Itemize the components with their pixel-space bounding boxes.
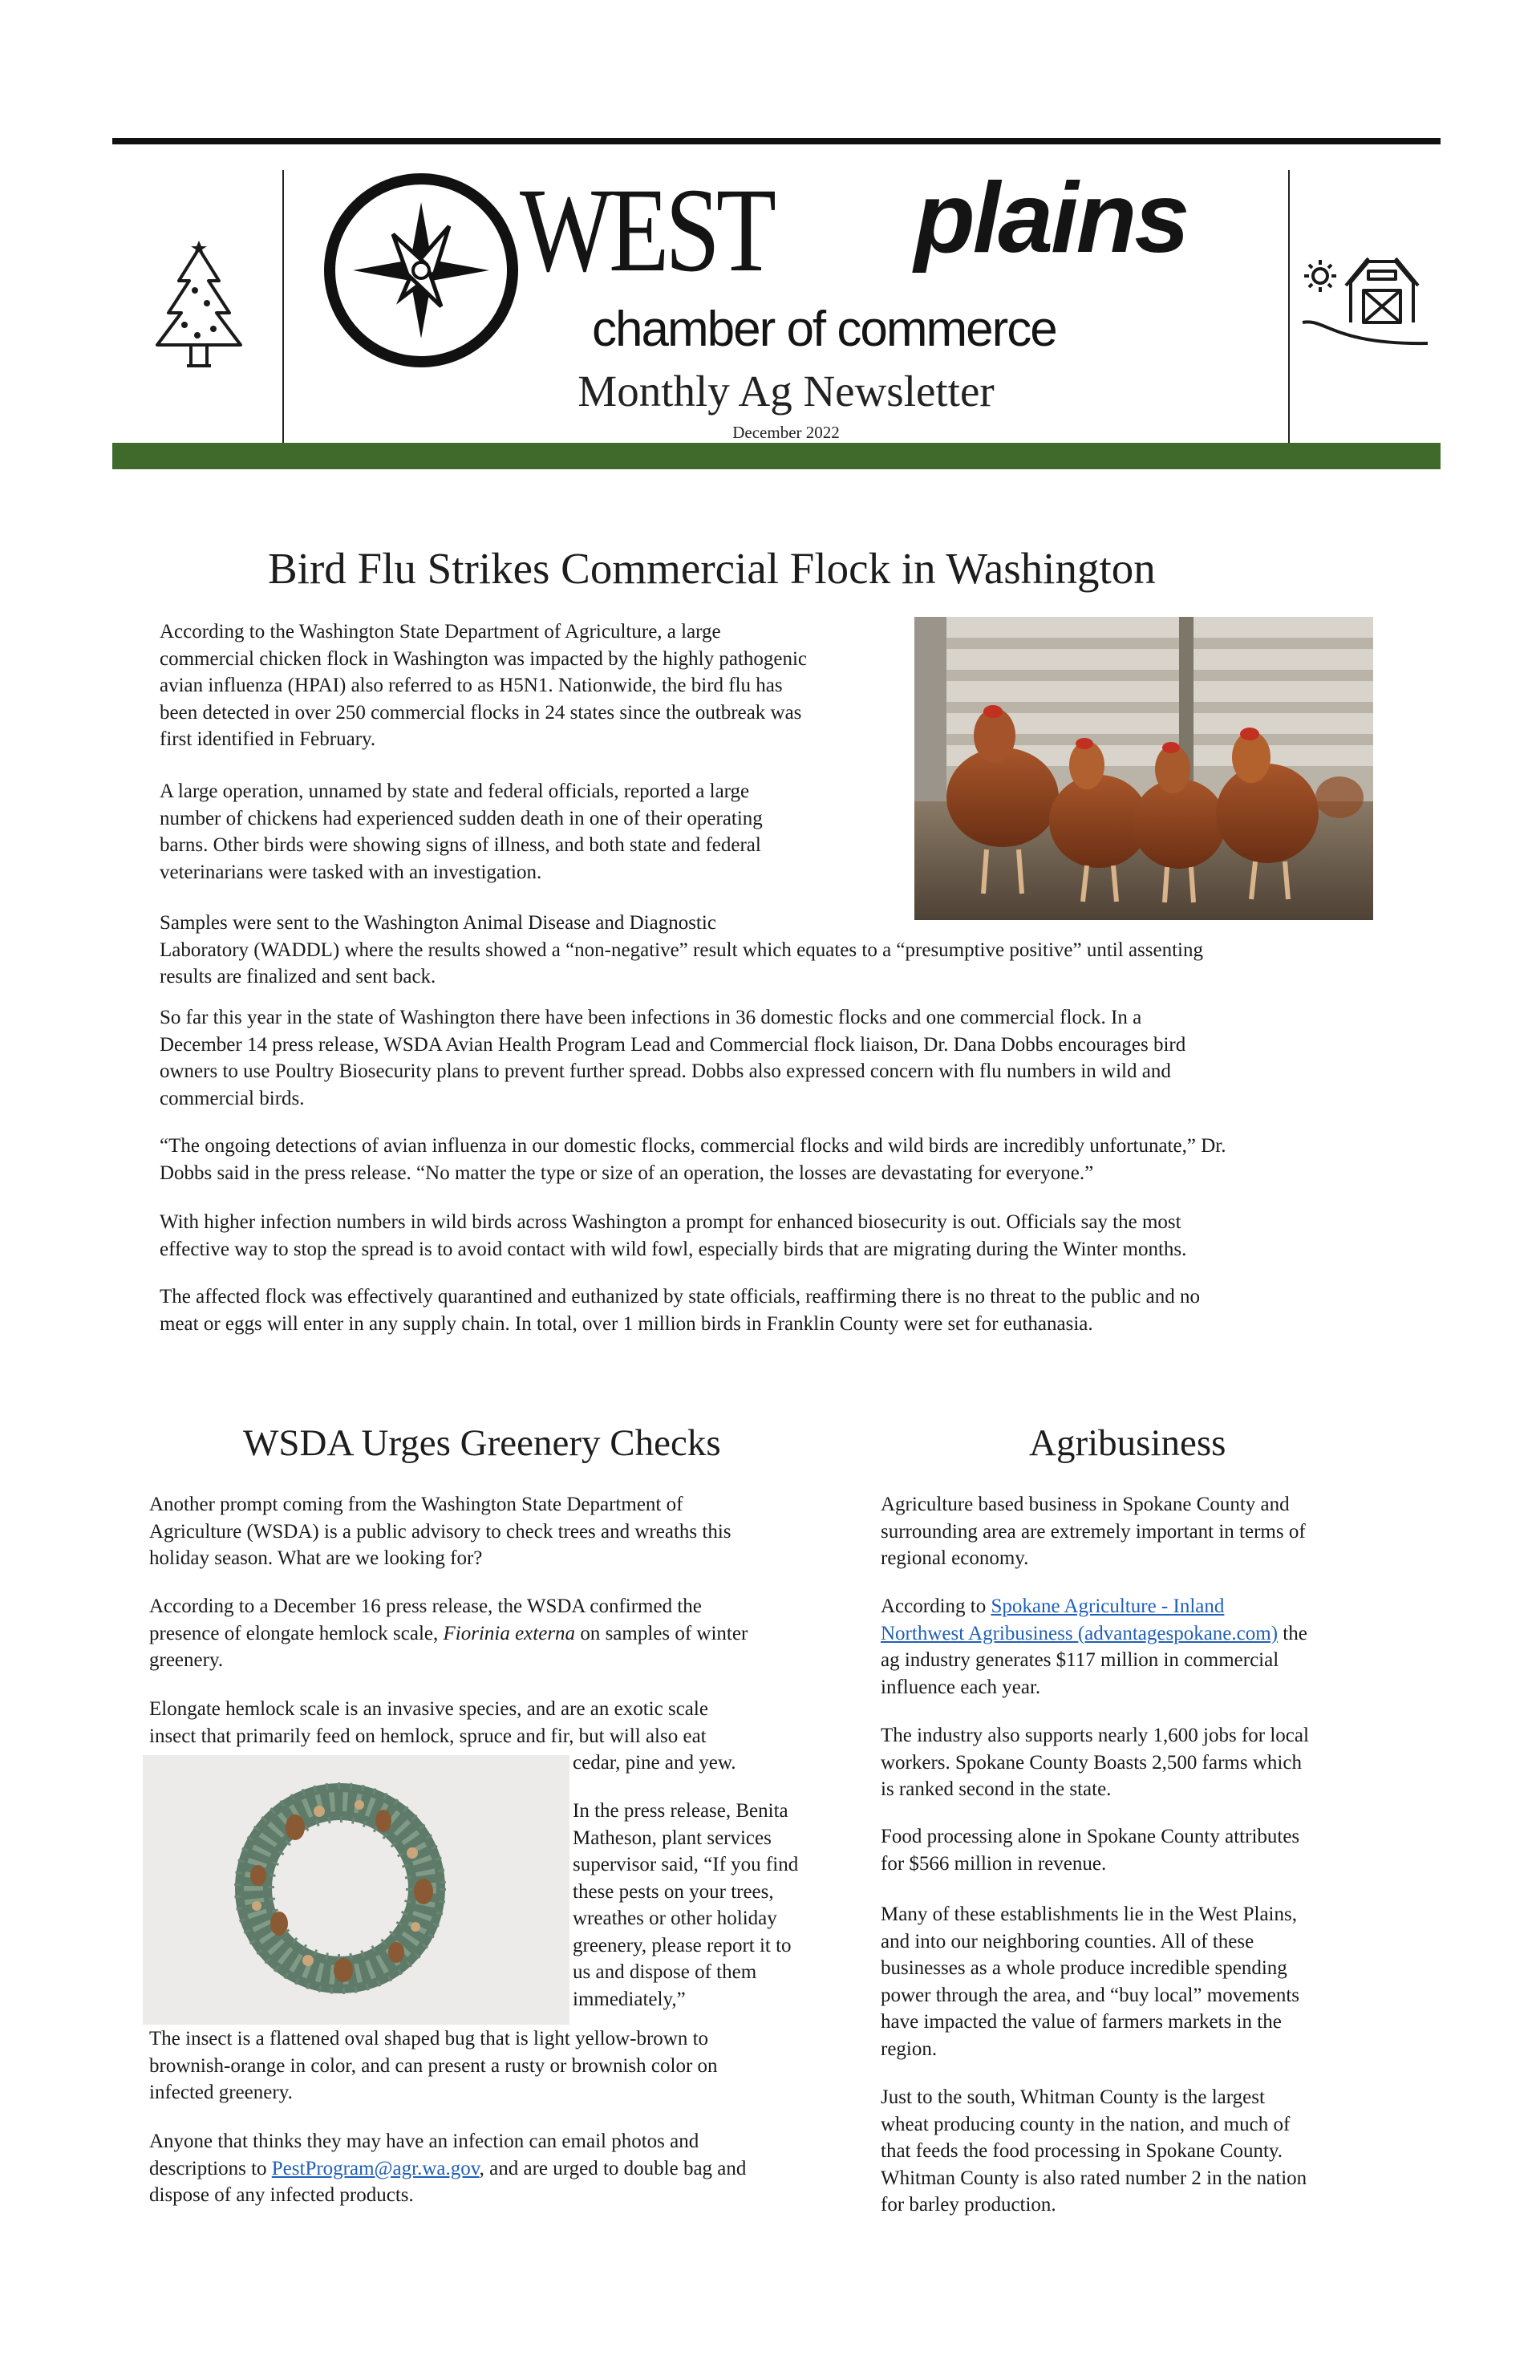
text-line: avian influenza (HPAI) also referred to as H5N1. Nationwide, the bird flu has — [160, 675, 783, 696]
text-line: wreathes or other holiday — [573, 1908, 777, 1929]
text-line: A large operation, unnamed by state and federal officials, reported a large — [160, 780, 750, 802]
text-line: Agriculture based business in Spokane County and — [881, 1494, 1290, 1515]
newsletter-title: Monthly Ag Newsletter — [578, 367, 995, 416]
text-line: infected greenery. — [149, 2082, 293, 2103]
text-line — [881, 1593, 1307, 1620]
greenery-paragraph-4-quote — [573, 1798, 798, 2013]
christmas-tree-icon — [151, 241, 247, 372]
text-line: that feeds the food processing in Spokane County. — [881, 2140, 1283, 2162]
header-top-rule — [112, 138, 1441, 144]
text-line: Matheson, plant services — [573, 1827, 772, 1849]
text-line: With higher infection numbers in wild birds across Washington a prompt for enhanced biosecurity is out. Officials say the most — [160, 1211, 1181, 1233]
text-line: supervisor said, “If you find — [573, 1854, 799, 1875]
text-line: first identified in February. — [160, 728, 376, 750]
lead-paragraph-3 — [160, 910, 1203, 991]
text-line: power through the area, and “buy local” movements — [881, 1984, 1300, 2006]
text-line: wheat producing county in the nation, and much of — [881, 2113, 1291, 2135]
text-line: effective way to stop the spread is to avoid contact with wild fowl, especially birds that are migrating during the Winter months. — [160, 1238, 1187, 1260]
text-line: The insect is a flattened oval shaped bug that is light yellow-brown to — [149, 2028, 709, 2050]
text-segment: on samples of winter — [575, 1622, 748, 1644]
text-line: businesses as a whole produce incredible spending — [881, 1957, 1287, 1979]
compass-star-logo-icon — [321, 170, 521, 371]
text-segment: presence of elongate hemlock scale, — [149, 1622, 444, 1644]
agri-paragraph-2 — [881, 1593, 1307, 1701]
text-line: regional economy. — [881, 1547, 1029, 1569]
text-line: is ranked second in the state. — [881, 1778, 1112, 1800]
chicken-flock-photo — [914, 617, 1373, 920]
text-line: immediately,” — [573, 1988, 686, 2010]
agri-paragraph-4 — [881, 1823, 1299, 1877]
text-line: for $566 million in revenue. — [881, 1852, 1107, 1875]
text-line: Dobbs said in the press release. “No matter the type or size of an operation, the losses are devastating for everyone.” — [160, 1162, 1094, 1184]
text-line: been detected in over 250 commercial flocks in 24 states since the outbreak was — [160, 701, 802, 724]
text-line: for barley production. — [881, 2194, 1056, 2216]
lead-paragraph-5 — [160, 1133, 1226, 1186]
text-line: Many of these establishments lie in the West Plains, — [881, 1904, 1297, 1925]
text-line: According to a December 16 press release, the WSDA confirmed the — [149, 1595, 702, 1617]
text-segment: descriptions to — [149, 2157, 272, 2179]
advantage-spokane-link-cont[interactable]: Northwest Agribusiness (advantagespokane.com) — [881, 1622, 1279, 1644]
text-line: Elongate hemlock scale is an invasive species, and are an exotic scale — [149, 1698, 708, 1720]
species-name: Fiorinia externa — [443, 1622, 576, 1644]
agri-paragraph-3 — [881, 1722, 1309, 1803]
newsletter-date: December 2022 — [732, 423, 840, 442]
greenery-paragraph-3 — [149, 1696, 708, 1750]
text-line: region. — [881, 2037, 938, 2060]
text-line: Samples were sent to the Washington Animal Disease and Diagnostic — [160, 912, 716, 934]
text-line — [149, 2155, 746, 2183]
lead-paragraph-6 — [160, 1209, 1186, 1263]
text-line: influence each year. — [881, 1676, 1041, 1698]
text-line: According to the Washington State Department of Agriculture, a large — [160, 621, 721, 643]
text-line: brownish-orange in color, and can present a rusty or brownish color on — [149, 2054, 718, 2077]
text-line: veterinarians were tasked with an investigation. — [160, 861, 542, 883]
logo-subtitle: chamber of commerce — [592, 302, 1056, 357]
text-line: and into our neighboring counties. All of these — [881, 1930, 1254, 1952]
lead-paragraph-7 — [160, 1283, 1200, 1337]
holiday-wreath-photo — [143, 1755, 569, 2025]
text-line: meat or eggs will enter in any supply chain. In total, over 1 million birds in Franklin County were set for euthanasia. — [160, 1312, 1093, 1335]
agri-paragraph-5 — [881, 1901, 1299, 2062]
text-line: “The ongoing detections of avian influenza in our domestic flocks, commercial flocks and wild birds are incredibly unfortunate,” Dr. — [160, 1135, 1226, 1157]
text-line: In the press release, Benita — [573, 1800, 788, 1822]
text-line: Another prompt coming from the Washington State Department of — [149, 1494, 683, 1515]
text-line: commercial birds. — [160, 1087, 305, 1109]
pest-program-email-link[interactable]: PestProgram@agr.wa.gov — [271, 2157, 480, 2179]
header-green-bar — [112, 443, 1441, 469]
text-line: cedar, pine and yew. — [573, 1752, 736, 1774]
text-line: Laboratory (WADDL) where the results showed a “non-negative” result which equates to a “presumptive positive” until assenting — [160, 939, 1203, 961]
text-line — [881, 1620, 1307, 1648]
text-line: greenery, please report it to — [573, 1934, 792, 1956]
text-line: insect that primarily feed on hemlock, spruce and fir, but will also eat — [149, 1725, 707, 1747]
text-line — [149, 1620, 748, 1648]
text-line: The industry also supports nearly 1,600 jobs for local — [881, 1725, 1309, 1746]
lead-paragraph-2 — [160, 778, 763, 886]
text-segment: According to — [881, 1595, 991, 1617]
lead-paragraph-1 — [160, 618, 807, 753]
text-line: ag industry generates $117 million in commercial — [881, 1649, 1279, 1671]
text-line: Just to the south, Whitman County is the largest — [881, 2086, 1265, 2108]
text-line: Agriculture (WSDA) is a public advisory to check trees and wreaths this — [149, 1520, 732, 1543]
text-line: us and dispose of them — [573, 1961, 757, 1983]
text-line: Food processing alone in Spokane County attributes — [881, 1826, 1300, 1847]
text-segment: , and are urged to double bag and — [479, 2157, 747, 2179]
agri-paragraph-6 — [881, 2084, 1307, 2219]
text-line: have impacted the value of farmers markets in the — [881, 2011, 1282, 2033]
text-segment: the — [1278, 1622, 1307, 1644]
greenery-article-headline: WSDA Urges Greenery Checks — [243, 1422, 721, 1464]
text-line: results are finalized and sent back. — [160, 966, 436, 987]
greenery-paragraph-6 — [149, 2128, 746, 2209]
lead-paragraph-4 — [160, 1004, 1185, 1112]
text-line: So far this year in the state of Washington there have been infections in 36 domestic flocks and one commercial flock. In a — [160, 1007, 1142, 1028]
greenery-paragraph-2 — [149, 1593, 748, 1674]
text-line: commercial chicken flock in Washington was impacted by the highly pathogenic — [160, 647, 808, 670]
logo-wordmark-plains: plains — [914, 163, 1188, 274]
text-line: these pests on your trees, — [573, 1880, 774, 1903]
text-line: greenery. — [149, 1649, 224, 1671]
sun-icon — [1304, 260, 1336, 292]
text-line: The affected flock was effectively quarantined and euthanized by state officials, reaffirming there is no threat to the public and no — [160, 1286, 1200, 1308]
agribusiness-article-headline: Agribusiness — [1029, 1422, 1226, 1464]
greenery-paragraph-5 — [149, 2025, 718, 2106]
text-line: owners to use Poultry Biosecurity plans to prevent further spread. Dobbs also expressed concern with flu numbers in wild and — [160, 1060, 1171, 1082]
text-line: Whitman County is also rated number 2 in the nation — [881, 2167, 1307, 2189]
text-line: December 14 press release, WSDA Avian Health Program Lead and Commercial flock liaison, Dr. Dana Dobbs encourages bird — [160, 1033, 1186, 1056]
logo-wordmark-west: WEST — [520, 164, 773, 297]
text-line: number of chickens had experienced sudden death in one of their operating — [160, 807, 763, 829]
text-line: holiday season. What are we looking for? — [149, 1547, 483, 1569]
text-line: dispose of any infected products. — [149, 2184, 414, 2206]
agri-paragraph-1 — [881, 1491, 1306, 1572]
greenery-paragraph-1 — [149, 1491, 732, 1572]
lead-article-headline: Bird Flu Strikes Commercial Flock in Washington — [268, 544, 1156, 593]
text-line: barns. Other birds were showing signs of illness, and both state and federal — [160, 834, 761, 856]
text-line: workers. Spokane County Boasts 2,500 farms which — [881, 1751, 1302, 1774]
text-line: surrounding area are extremely important in terms of — [881, 1520, 1306, 1543]
greenery-paragraph-3-tail — [573, 1750, 736, 1777]
advantage-spokane-link[interactable]: Spokane Agriculture - Inland — [991, 1595, 1225, 1617]
text-line: Anyone that thinks they may have an infection can email photos and — [149, 2131, 699, 2152]
barn-icon — [1301, 249, 1429, 353]
